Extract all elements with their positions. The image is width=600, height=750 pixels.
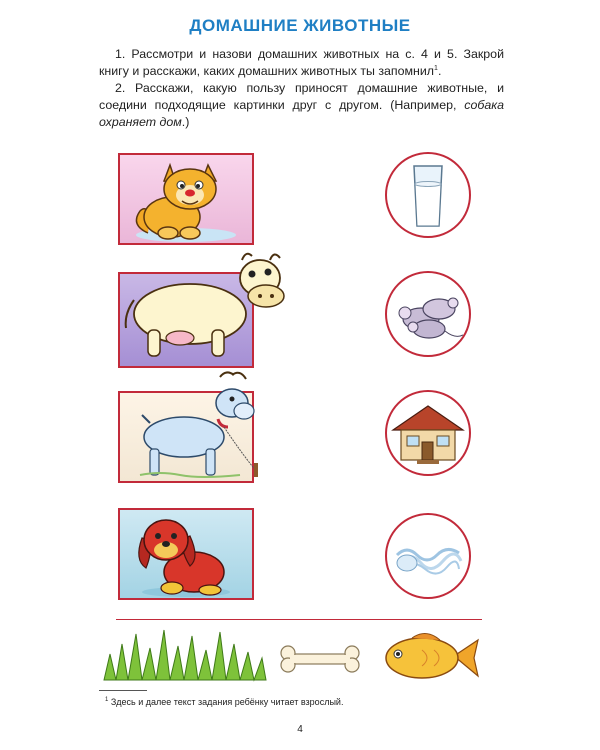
dog-picture[interactable] <box>118 508 254 600</box>
task-1-end: . <box>437 64 442 78</box>
page-number: 4 <box>297 724 303 735</box>
house-icon <box>387 392 469 474</box>
bone-icon <box>278 644 362 674</box>
grass-picture[interactable] <box>100 624 268 687</box>
goat-icon <box>120 371 270 481</box>
cat-picture[interactable] <box>118 153 254 245</box>
house-picture[interactable] <box>385 390 471 476</box>
dog-icon <box>120 510 252 598</box>
page-title: ДОМАШНИЕ ЖИВОТНЫЕ <box>189 16 411 35</box>
cow-icon <box>120 250 290 360</box>
fish-picture[interactable] <box>382 628 482 691</box>
cat-icon <box>120 155 252 243</box>
task-2-body: 2. Расскажи, какую пользу приносят домашние животные, и соедини подходящие картинки друг с другом. (Например, <box>99 81 504 112</box>
milk-glass-picture[interactable] <box>385 152 471 238</box>
footnote-marker: 1 <box>434 64 438 72</box>
footnote <box>105 697 343 707</box>
task-2-text <box>99 80 504 131</box>
wool-icon <box>387 515 469 597</box>
task-1-text <box>99 46 504 80</box>
footnote-divider <box>99 690 147 691</box>
wool-picture[interactable] <box>385 513 471 599</box>
goat-picture[interactable] <box>118 391 254 483</box>
mice-picture[interactable] <box>385 271 471 357</box>
separator-line <box>116 619 482 620</box>
task-1-body: 1. Рассмотри и назови домашних животных на с. 4 и 5. Закрой книгу и расскажи, каких домашних животных ты запомнил <box>99 47 504 78</box>
mice-icon <box>387 273 469 355</box>
grass-icon <box>100 624 268 682</box>
task-2-end: .) <box>181 115 190 129</box>
footnote-text: Здесь и далее текст задания ребёнку читает взрослый. <box>108 697 344 707</box>
task-2-example: собака охраняет дом <box>99 98 504 129</box>
fish-icon <box>382 628 482 686</box>
footnote-number: 1 <box>105 697 109 703</box>
milk-glass-icon <box>387 154 469 236</box>
bone-picture[interactable] <box>278 644 362 679</box>
cow-picture[interactable] <box>118 272 254 368</box>
